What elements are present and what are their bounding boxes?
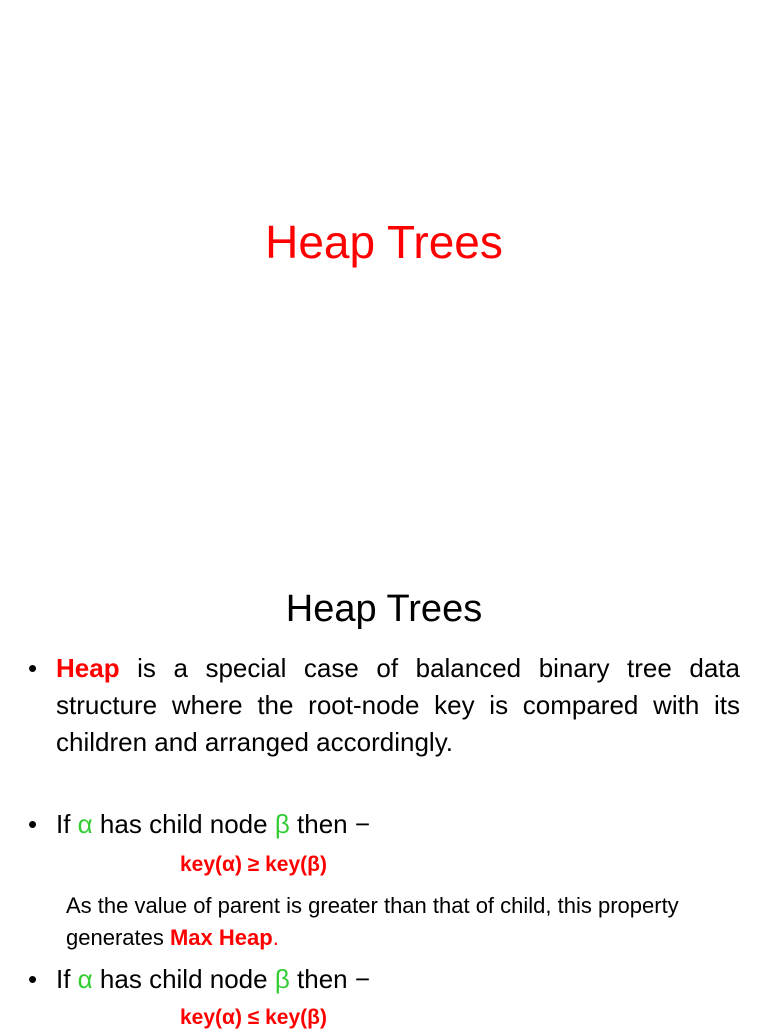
max-heap-formula: key(α) ≥ key(β) [180, 853, 327, 876]
bullet-marker: • [28, 964, 38, 994]
max-heap-term: Max Heap [169, 925, 273, 950]
bullet-min-condition [56, 961, 740, 998]
slide1-title: Heap Trees [265, 216, 503, 268]
beta-symbol: β [274, 964, 290, 994]
explanation-period: . [272, 925, 279, 950]
bullet-max-condition [56, 806, 740, 843]
condition-suffix: then − [289, 809, 371, 839]
condition-middle: has child node [92, 964, 275, 994]
heap-term: Heap [56, 653, 120, 683]
bullet-heap-definition [56, 650, 740, 761]
max-heap-explanation [66, 890, 746, 954]
condition-prefix: If [56, 809, 78, 839]
bullet-marker: • [28, 809, 38, 839]
condition-suffix: then − [289, 964, 371, 994]
alpha-symbol: α [77, 964, 93, 994]
condition-prefix: If [56, 964, 78, 994]
explanation-text: As the value of parent is greater than that of child, this property generates [66, 893, 679, 950]
beta-symbol: β [274, 809, 290, 839]
condition-middle: has child node [92, 809, 275, 839]
min-heap-formula: key(α) ≤ key(β) [180, 1006, 327, 1029]
alpha-symbol: α [77, 809, 93, 839]
heap-definition-text: is a special case of balanced binary tree data structure where the root-node key is compared with its children and arranged accordingly. [56, 653, 740, 757]
bullet-marker: • [28, 653, 38, 683]
slide2-title: Heap Trees [285, 588, 483, 630]
